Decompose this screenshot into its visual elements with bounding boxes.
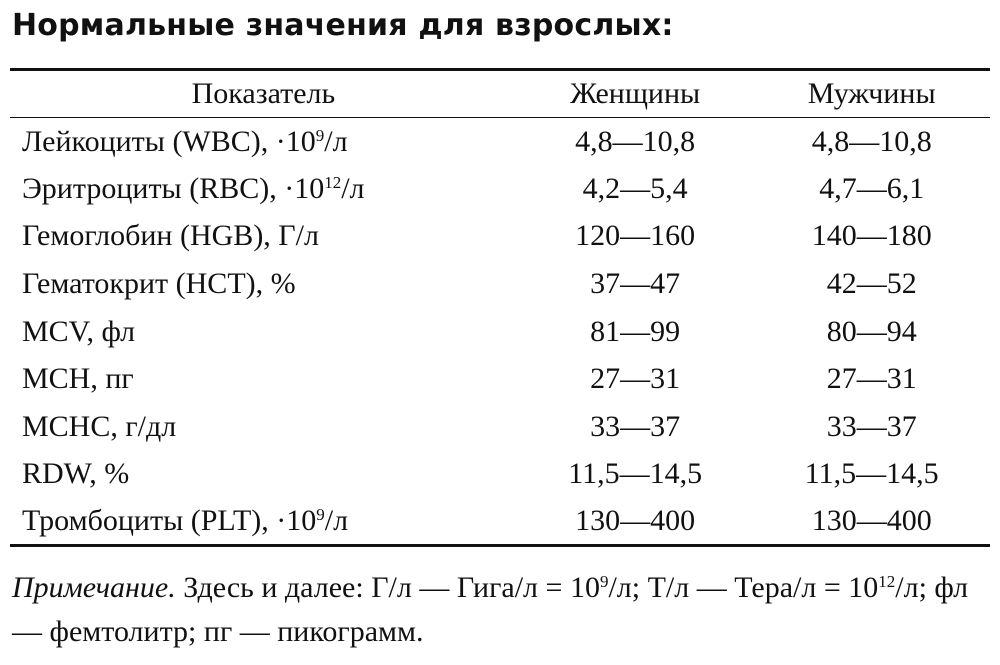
table-row [10,308,990,356]
param-name: Эритроциты (RBC), ·10 [22,171,325,205]
param-cell [10,165,517,213]
footnote-text: /л; Т/л — Тера/л = 10 [608,571,879,604]
footnote-exponent: 9 [599,572,609,591]
header-women: Женщины [517,70,754,118]
men-value: 140—180 [811,219,932,253]
table-row [10,118,990,166]
param-name: MCV, фл [22,314,136,348]
header-param: Показатель [10,70,517,118]
women-value: 4,2—5,4 [582,171,688,205]
women-value: 81—99 [590,314,681,348]
page-title: Нормальные значения для взрослых: [12,8,674,43]
table-row [10,498,990,546]
women-value: 33—37 [590,409,681,443]
param-name: Гемоглобин (HGB), Г/л [22,219,319,253]
men-value: 42—52 [826,267,917,301]
footnote-text: /л; фл — фемтолитр; пг — пикограмм. [12,571,969,648]
footnote-text: Здесь и далее: Г/л — Гига/л = 10 [175,571,600,604]
header-men: Мужчины [753,70,990,118]
param-exponent: 12 [324,172,342,192]
param-cell [10,355,517,403]
women-value: 120—160 [575,219,696,253]
norms-table [10,68,990,547]
table-header-row [10,70,990,118]
women-value: 130—400 [517,498,754,546]
women-value: 4,8—10,8 [575,124,696,158]
param-cell [10,451,517,499]
param-name: Лейкоциты (WBC), ·10 [22,124,316,158]
footnote [12,566,990,654]
table-row [10,213,990,261]
param-exponent: 9 [316,505,325,525]
param-name: RDW, % [22,457,130,491]
women-value: 37—47 [590,267,681,301]
param-unit: /л [341,171,365,205]
men-value: 33—37 [826,409,917,443]
table-row [10,165,990,213]
param-exponent: 9 [315,125,325,145]
footnote-exponent: 12 [878,572,896,591]
param-cell [10,498,517,546]
women-value: 11,5—14,5 [568,457,703,491]
param-name: MCHC, г/дл [22,409,177,443]
men-value: 11,5—14,5 [804,457,939,491]
men-value: 4,7—6,1 [819,171,925,205]
men-value: 130—400 [753,498,990,546]
women-value: 27—31 [590,362,681,396]
table-row [10,260,990,308]
param-name: Тромбоциты (PLT), ·10 [22,504,317,538]
men-value: 4,8—10,8 [811,124,932,158]
footnote-label: Примечание. [12,571,176,604]
param-cell [10,308,517,356]
param-cell [10,118,517,166]
param-cell [10,213,517,261]
men-value: 80—94 [826,314,917,348]
param-name: Гематокрит (HCT), % [22,267,296,301]
param-unit: /л [324,124,348,158]
param-name: MCH, пг [22,362,134,396]
param-cell [10,403,517,451]
param-cell [10,260,517,308]
table-row [10,403,990,451]
table-row [10,355,990,403]
table-row [10,451,990,499]
param-unit: /л [324,504,349,538]
men-value: 27—31 [826,362,917,396]
